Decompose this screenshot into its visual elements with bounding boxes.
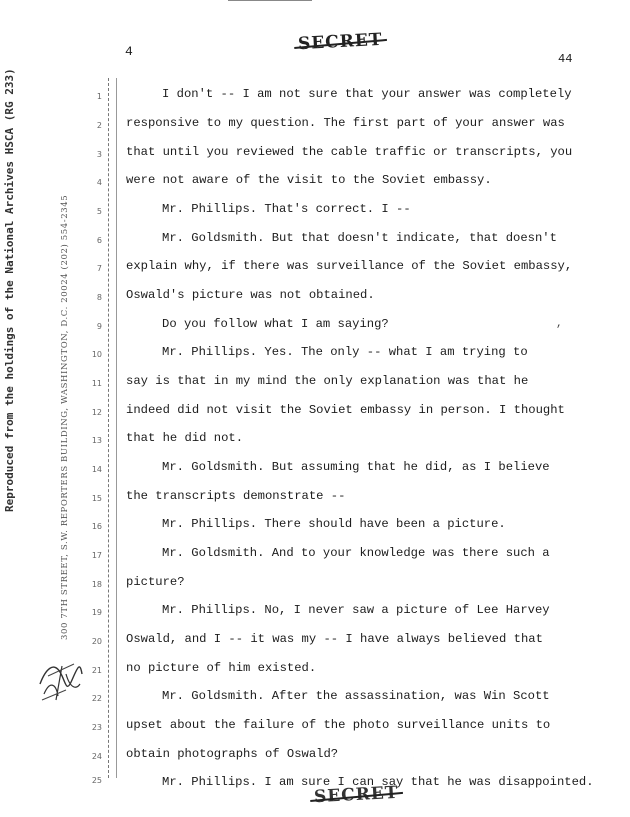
- transcript-line: Mr. Goldsmith. But that doesn't indicate, that doesn't: [162, 231, 557, 245]
- transcript-line: say is that in my mind the only explanation was that he: [126, 374, 529, 388]
- transcript-line: the transcripts demonstrate --: [126, 489, 346, 503]
- transcript-line: Oswald, and I -- it was my -- I have always believed that: [126, 632, 543, 646]
- page-number-right: 44: [558, 52, 573, 66]
- transcript-line: Do you follow what I am saying?: [162, 317, 389, 331]
- line-number: 23: [91, 723, 102, 732]
- line-number: 9: [96, 322, 102, 331]
- page-number-left: 4: [125, 44, 133, 59]
- transcript-line: indeed did not visit the Soviet embassy in person. I thought: [126, 403, 565, 417]
- transcript-line: Mr. Phillips. That's correct. I --: [162, 202, 411, 216]
- line-number: 13: [91, 436, 102, 445]
- line-number: 4: [96, 178, 102, 187]
- top-edge-mark: [228, 0, 312, 1]
- line-number: 21: [91, 666, 102, 675]
- line-number: 1: [96, 92, 102, 101]
- transcript-line: Mr. Goldsmith. And to your knowledge was there such a: [162, 546, 550, 560]
- line-number: 17: [91, 551, 102, 560]
- transcript-line: responsive to my question. The first part of your answer was: [126, 116, 565, 130]
- transcript-line: obtain photographs of Oswald?: [126, 747, 339, 761]
- transcript-line: upset about the failure of the photo surveillance units to: [126, 718, 551, 732]
- transcript-line: I don't -- I am not sure that your answer was completely: [162, 87, 572, 101]
- transcript-line: Mr. Phillips. There should have been a picture.: [162, 517, 506, 531]
- transcript-line: Mr. Phillips. Yes. The only -- what I am trying to: [162, 345, 528, 359]
- line-number: 7: [96, 264, 102, 273]
- line-number: 22: [91, 694, 102, 703]
- archive-provenance-note: Reproduced from the holdings of the National Archives HSCA (RG 233): [3, 68, 16, 512]
- line-number: 14: [91, 465, 102, 474]
- line-number: 24: [91, 752, 102, 761]
- transcript-line: Mr. Goldsmith. But assuming that he did, as I believe: [162, 460, 550, 474]
- handwritten-initials-signature: [36, 654, 86, 706]
- transcript-line: picture?: [126, 575, 185, 589]
- line-number: 2: [96, 121, 102, 130]
- transcript-line: explain why, if there was surveillance of the Soviet embassy,: [126, 259, 573, 273]
- line-number: 25: [91, 776, 102, 785]
- line-number: 18: [91, 580, 102, 589]
- pen-tick-mark: ,: [556, 318, 563, 330]
- line-number: 12: [91, 408, 102, 417]
- reporter-address-note: 300 7TH STREET, S.W. REPORTERS BUILDING, WASHINGTON, D.C. 20024 (202) 554-2345: [60, 194, 70, 640]
- line-number: 6: [96, 236, 102, 245]
- transcript-line: were not aware of the visit to the Soviet embassy.: [126, 173, 492, 187]
- classification-stamp-bottom: SECRET: [313, 782, 399, 808]
- transcript-line: Mr. Phillips. No, I never saw a picture of Lee Harvey: [162, 603, 550, 617]
- margin-rule-solid: [116, 78, 117, 778]
- margin-rule-dashed: [108, 78, 109, 778]
- line-number: 11: [91, 379, 102, 388]
- classification-stamp-top: SECRET: [297, 29, 383, 55]
- transcript-line: Mr. Goldsmith. After the assassination, was Win Scott: [162, 689, 550, 703]
- line-number: 3: [96, 150, 102, 159]
- transcript-line: no picture of him existed.: [126, 661, 317, 675]
- transcript-line: that until you reviewed the cable traffic or transcripts, you: [126, 145, 573, 159]
- transcript-line: Oswald's picture was not obtained.: [126, 288, 375, 302]
- line-number: 15: [91, 494, 102, 503]
- line-number: 8: [96, 293, 102, 302]
- line-number: 19: [91, 608, 102, 617]
- transcript-line: that he did not.: [126, 431, 244, 445]
- line-number: 5: [96, 207, 102, 216]
- transcript-line: Mr. Phillips. I am sure I can say that he was disappointed.: [162, 775, 594, 789]
- line-number: 16: [91, 522, 102, 531]
- line-number: 10: [91, 350, 102, 359]
- line-number: 20: [91, 637, 102, 646]
